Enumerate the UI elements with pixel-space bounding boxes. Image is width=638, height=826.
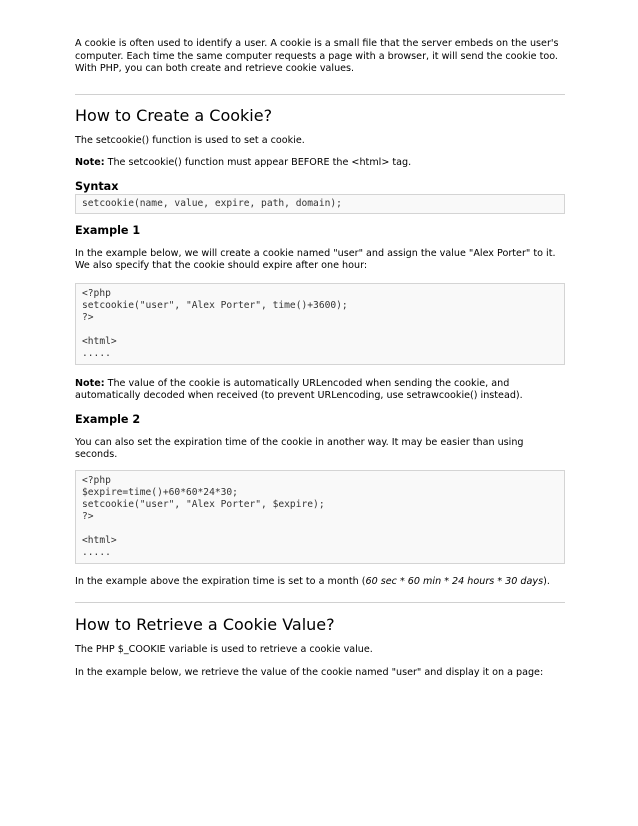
syntax-heading: Syntax <box>75 179 119 193</box>
code-line: setcookie(name, value, expire, path, domain); <box>82 197 342 209</box>
code-line: setcookie("user", "Alex Porter", time()+3600); <box>82 299 348 311</box>
code-line: $expire=time()+60*60*24*30; <box>82 486 238 498</box>
code-line: <html> <box>82 534 117 546</box>
expiration-formula: 60 sec * 60 min * 24 hours * 30 days <box>365 575 544 587</box>
code-line: ..... <box>82 546 111 558</box>
cookie-variable-description: The PHP $_COOKIE variable is used to retrieve a cookie value. <box>75 644 373 655</box>
note-text: The value of the cookie is automatically URLencoded when sending the cookie, and automatically decoded when received (to prevent URLencoding, use setrawcookie() instead). <box>75 377 523 401</box>
example2-heading: Example 2 <box>75 412 141 426</box>
expiration-paragraph <box>75 576 565 589</box>
example2-description: You can also set the expiration time of the cookie in another way. It may be easier than using seconds. <box>75 436 524 460</box>
setcookie-description: The setcookie() function is used to set a cookie. <box>75 134 305 146</box>
example2-code-block <box>75 470 565 564</box>
document-content <box>75 38 565 679</box>
code-line: ..... <box>82 347 111 359</box>
code-line <box>82 523 558 535</box>
note-label: Note: <box>75 377 105 389</box>
code-line: <html> <box>82 335 117 347</box>
retrieve-cookie-heading: How to Retrieve a Cookie Value? <box>75 615 335 634</box>
note-label: Note: <box>75 157 105 168</box>
code-line: <?php <box>82 287 111 299</box>
intro-paragraph: A cookie is often used to identify a user. A cookie is a small file that the server embeds on the user's computer. Each time the same computer requests a page with a browser, it will send the cookie too. With PHP, you can both create and retrieve cookie values. <box>75 38 559 74</box>
expiration-prefix: In the example above the expiration time is set to a month ( <box>75 575 366 587</box>
create-cookie-heading: How to Create a Cookie? <box>75 105 273 125</box>
urlencode-note <box>75 378 565 403</box>
note-text: The setcookie() function must appear BEFORE the <html> tag. <box>104 157 412 168</box>
code-line: <?php <box>82 474 111 486</box>
retrieve-example-description: In the example below, we retrieve the value of the cookie named "user" and display it on a page: <box>75 666 544 678</box>
code-line: ?> <box>82 311 94 323</box>
example1-code-block <box>75 283 565 365</box>
syntax-code-block <box>75 194 565 214</box>
code-line <box>82 324 558 336</box>
example1-description: In the example below, we will create a cookie named "user" and assign the value "Alex Porter" to it. We also specify that the cookie should expire after one hour: <box>75 247 556 271</box>
expiration-suffix: ). <box>543 575 550 587</box>
setcookie-note <box>75 157 565 170</box>
code-line: ?> <box>82 510 94 522</box>
code-line: setcookie("user", "Alex Porter", $expire); <box>82 498 325 510</box>
example1-heading: Example 1 <box>75 223 141 237</box>
